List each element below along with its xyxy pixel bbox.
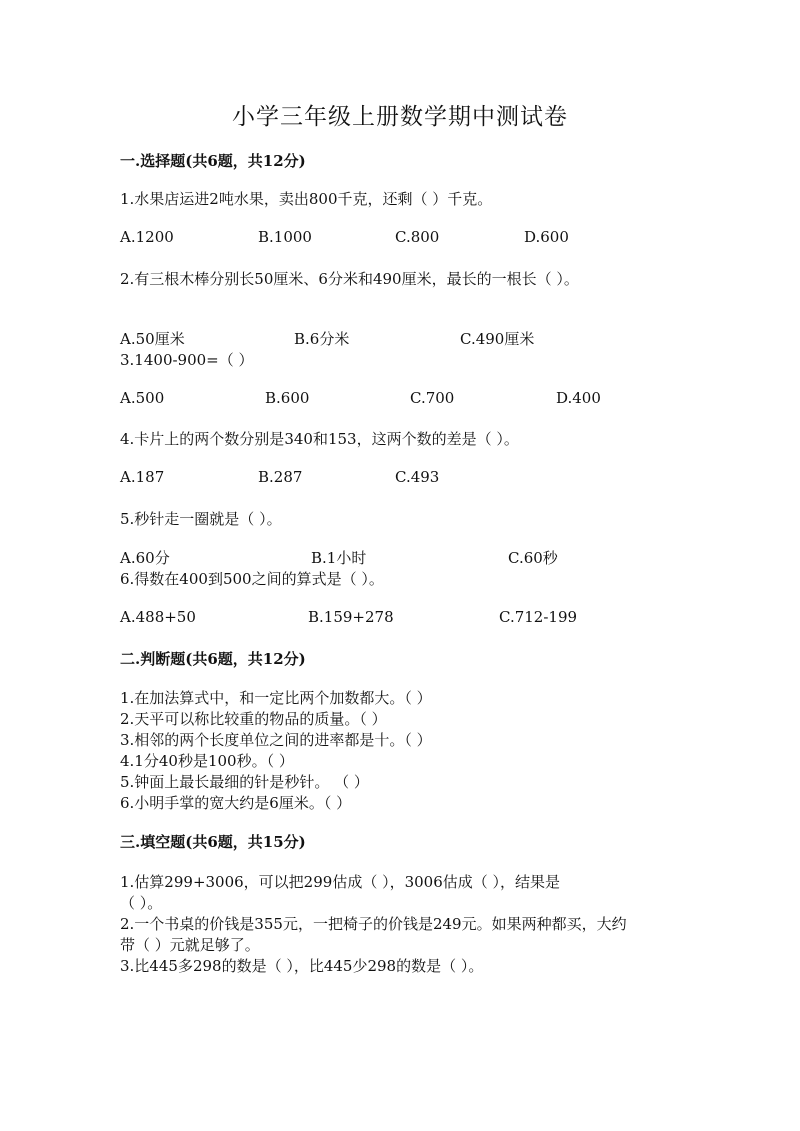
q2-option-a: A.50厘米 — [120, 330, 185, 348]
q3-option-d: D.400 — [556, 389, 601, 407]
question-6: 6.得数在400到500之间的算式是（ ）。 — [120, 570, 384, 588]
judge-item-4: 4.1分40秒是100秒。（ ） — [120, 752, 294, 770]
judge-item-2: 2.天平可以称比较重的物品的质量。（ ） — [120, 710, 387, 728]
q3-option-b: B.600 — [265, 389, 310, 407]
fill-line-1: 1.估算299+3006，可以把299估成（ ），3006估成（ ），结果是 — [120, 873, 561, 891]
section-heading-judge: 二.判断题(共6题，共12分) — [120, 650, 306, 668]
q4-option-a: A.187 — [120, 468, 165, 486]
question-5: 5.秒针走一圈就是（ ）。 — [120, 510, 282, 528]
question-4: 4.卡片上的两个数分别是340和153，这两个数的差是（ ）。 — [120, 430, 519, 448]
fill-line-5: 3.比445多298的数是（ ），比445少298的数是（ ）。 — [120, 957, 484, 975]
q2-option-c: C.490厘米 — [460, 330, 535, 348]
fill-line-2: （ ）。 — [120, 894, 163, 912]
fill-line-4: 带（ ）元就足够了。 — [120, 936, 260, 954]
question-3: 3.1400-900=（ ） — [120, 351, 254, 369]
q6-option-c: C.712-199 — [499, 608, 578, 626]
q1-option-c: C.800 — [395, 228, 440, 246]
q3-option-a: A.500 — [120, 389, 165, 407]
q1-option-b: B.1000 — [258, 228, 312, 246]
judge-item-3: 3.相邻的两个长度单位之间的进率都是十。（ ） — [120, 731, 432, 749]
q2-option-b: B.6分米 — [294, 330, 350, 348]
q1-option-a: A.1200 — [120, 228, 174, 246]
q3-option-c: C.700 — [410, 389, 455, 407]
q5-option-b: B.1小时 — [311, 549, 367, 567]
q1-option-d: D.600 — [524, 228, 569, 246]
q5-option-a: A.60分 — [120, 549, 170, 567]
section-heading-choice: 一.选择题(共6题，共12分) — [120, 152, 306, 170]
q4-option-b: B.287 — [258, 468, 303, 486]
question-1: 1.水果店运进2吨水果，卖出800千克，还剩（ ）千克。 — [120, 190, 493, 208]
q4-option-c: C.493 — [395, 468, 440, 486]
judge-item-6: 6.小明手掌的宽大约是6厘米。（ ） — [120, 794, 352, 812]
q6-option-b: B.159+278 — [308, 608, 394, 626]
fill-line-3: 2.一个书桌的价钱是355元，一把椅子的价钱是249元。如果两种都买，大约 — [120, 915, 627, 933]
judge-item-1: 1.在加法算式中，和一定比两个加数都大。（ ） — [120, 689, 432, 707]
page-title: 小学三年级上册数学期中测试卷 — [232, 104, 568, 130]
q6-option-a: A.488+50 — [120, 608, 196, 626]
section-heading-fill: 三.填空题(共6题，共15分) — [120, 833, 306, 851]
judge-item-5: 5.钟面上最长最细的针是秒针。 （ ） — [120, 773, 369, 791]
question-2: 2.有三根木棒分别长50厘米、6分米和490厘米，最长的一根长（ ）。 — [120, 270, 579, 288]
q5-option-c: C.60秒 — [508, 549, 558, 567]
